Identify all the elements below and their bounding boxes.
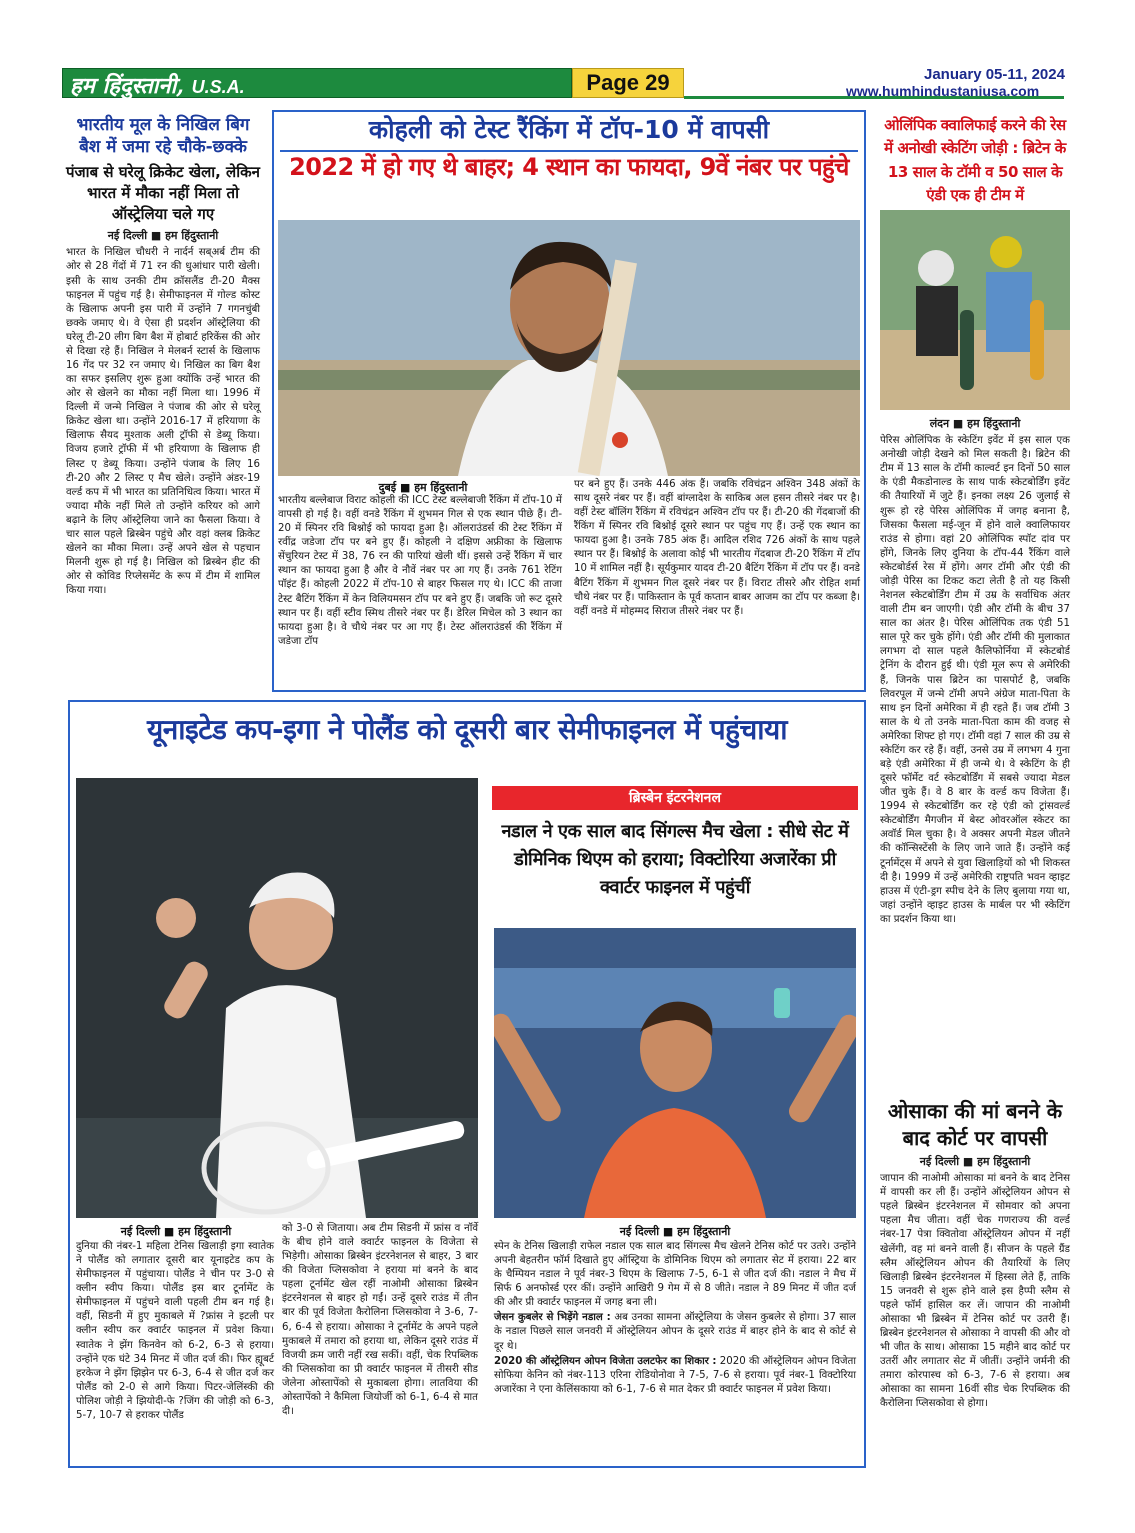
nadal-sub2-body: 2020 की ऑस्ट्रेलियन ओपन विजेता सोफिया केनिन को नंबर-113 एरिना रोडियोनोवा ने 7-5, 7-6 से हराया। पूर्व नंबर-1 विक्टोरिया अजारेंका ने एना केलिंसकाया को 6-1, 7-6 से मात देकर प्री क्वार्टर फाइनल में प्रवेश किया। [494,1355,856,1395]
page-header [0,0,1135,100]
nadal-photo-graphic [494,928,856,1218]
page-number: Page 29 [572,68,684,98]
kohli-body-right [574,478,860,620]
swiatek-photo-graphic [76,778,478,1218]
kohli-photo-graphic [278,220,860,476]
nadal-section-tag: ब्रिस्बेन इंटरनेशनल [492,786,858,810]
kohli-body-left [278,494,562,650]
unitedcup-body-right-text: को 3-0 से जिताया। अब टीम सिडनी में फ्रांस व नॉर्वे के बीच होने वाले क्वार्टर फाइनल के विजेता से भिड़ेगी। ओसाका ब्रिस्बेन इंटरनेशनल से बाहर, 3 बार की विजेता प्लिसकोवा ने हराया मां बनने के बाद पहला टूर्नामेंट खेल रहीं नाओमी ओसाका ब्रिस्बेन इंटरनेशनल से बाहर हो गईं। उन्हें दूसरे राउंड में तीन बार की पूर्व विजेता कैरोलिना प्लिसकोवा ने 3-6, 7-6, 6-4 से हराया। ओसाका ने टूर्नामेंट के अपने पहले मुकाबले में तमारा को हराया था, लेकिन दूसरे राउंड में विजयी क्रम जारी नहीं रख सकीं। वहीं, चेक रिपब्लिक की प्लिसकोवा का प्री क्वार्टर फाइनल में तीसरी सीड जेलेना ओस्तापेंको से मुकाबला होगा। लातविया की ओस्तापेंको ने कैमिला जियोर्जी को 6-1, 6-4 से मात दी। [282,1223,478,1418]
nikhil-body: भारत के निखिल चौधरी ने नार्दर्न सब्अर्ब टीम की ओर से 28 गेंदों में 71 रन की धुआंधार पारी खेली। इसी के साथ उनकी टीम क्रॉसलैंड टी-20 मैक्स फाइनल में पहुंच गई है। सेमीफाइनल में गोल्ड कोस्ट के खिलाफ अपनी इस पारी में उन्होंने 7 गगनचुंबी छक्के जमाए थे। वे ऐसा ही प्रदर्शन ऑस्ट्रेलिया की घरेलू टी-20 लीग बिग बैश में होबार्ट हरिकेंस की ओर से दिखा रहे हैं। निखिल ने मेलबर्न स्टार्स के खिलाफ 16 गेंद पर 32 रन जमाए थे। निखिल का बिग बैश का सफर इसलिए शुरू हुआ क्योंकि उन्हें भारत की ओर से खेलने का मौका नहीं मिला था। 1996 में दिल्ली में जन्मे निखिल ने पंजाब की ओर से घरेलू क्रिकेट खेला था। उन्होंने 2016-17 में हरियाणा के खिलाफ सैयद मुश्ताक अली ट्रॉफी से डेब्यू किया। विजय हजारे ट्रॉफी में भी हरियाणा के खिलाफ ही लिस्ट ए डेब्यू किया। उन्होंने पंजाब के लिए 16 टी-20 और 2 लिस्ट ए मैच खेले। उन्होंने अंडर-19 वर्ल्ड कप में भी भारत का प्रतिनिधित्व किया। भारत में ज्यादा मौके नहीं मिले तो उन्होंने करियर को आगे बढ़ाने के लिए ऑस्ट्रेलिया जाने का फैसला किया। वे चार साल पहले ब्रिस्बेन पहुंचे और वहां क्लब क्रिकेट खेलने का मौका मिला। उन्हें अपने खेल से पहचान मिलनी शुरू हो गई है। निखिल को ब्रिस्बेन हीट की ओर से कोविड रिप्लेसमेंट के रूप में टीम में शामिल किया गया। [66,247,260,597]
kohli-photo [278,220,860,476]
nadal-headline: नडाल ने एक साल बाद सिंगल्स मैच खेला : सीधे सेट में डोमिनिक थिएम को हराया; विक्टोरिया अजारेंका प्री क्वार्टर फाइनल में पहुंचीं [501,821,849,898]
unitedcup-dateline: नई दिल्ली ■ हम हिंदुस्तानी [120,1225,232,1238]
osaka-dateline: नई दिल्ली ■ हम हिंदुस्तानी [919,1155,1031,1168]
kohli-body-right-text: पर बने हुए हैं। उनके 446 अंक हैं। जबकि रविचंद्रन अश्विन 348 अंकों के साथ दूसरे नंबर पर हैं। वहीं बांग्लादेश के साकिब अल हसन तीसरे नंबर पर है। वहीं टेस्ट बॉलिंग रैंकिंग में रविचंद्रन अश्विन टॉप पर हैं। टी-20 की गेंदबाजों की रैंकिंग में स्पिनर रवि बिश्नोई दूसरे स्थान पर पहुंच गए हैं। उन्हें एक स्थान का फायदा हुआ है। उनके 785 अंक हैं। आदिल रशिद 726 अंकों के साथ पहले स्थान पर हैं। बिश्नोई के अलावा कोई भी भारतीय गेंदबाज टी-20 रैंकिंग में टॉप 10 में शामिल नहीं है। सूर्यकुमार यादव टी-20 बैटिंग रैंकिंग में टॉप पर हैं। वनडे बैटिंग रैंकिंग में शुभमन गिल दूसरे नंबर पर हैं। विराट तीसरे और रोहित शर्मा चौथे नंबर पर हैं। पाकिस्तान के पूर्व कप्तान बाबर आजम का टॉप पर कब्जा है। वहीं वनडे में मोहम्मद सिराज तीसरे नंबर पर हैं। [574,479,860,617]
nadal-dateline: नई दिल्ली ■ हम हिंदुस्तानी [619,1225,731,1238]
kohli-headline: कोहली को टेस्ट रैंकिंग में टॉप-10 में वापसी [280,114,858,152]
nikhil-article [66,114,260,599]
nadal-sub2-title: 2020 की ऑस्ट्रेलियन ओपन विजेता उलटफेर का शिकार : [494,1355,717,1367]
nikhil-headline: भारतीय मूल के निखिल बिग बैश में जमा रहे चौके-छक्के [76,115,250,158]
nadal-sub2 [494,1355,856,1397]
nikhil-dateline: नई दिल्ली ■ हम हिंदुस्तानी [107,229,219,243]
issue-date: January 05-11, 2024 [924,66,1065,83]
osaka-body: जापान की नाओमी ओसाका मां बनने के बाद टेनिस में वापसी कर ली हैं। उन्होंने ऑस्ट्रेलियन ओपन से पहले ब्रिस्बेन इंटरनेशनल में सोमवार को अपना पहला मैच जीता। वहीं चेक गणराज्य की वर्ल्ड नंबर-17 पेत्रा क्वितोवा ऑस्ट्रेलियन ओपन में नहीं खेलेंगी, वह मां बनने वाली हैं। सीजन के पहले ग्रैंड स्लैम ऑस्ट्रेलियन ओपन की तैयारियों के लिए खिलाड़ी ब्रिस्बेन इंटरनेशनल में हिस्सा लेते हैं, ताकि 15 जनवरी से शुरू होने वाले इस हैप्पी स्लैम से पहले फॉर्म हासिल कर लें। जापान की नाओमी ओसाका भी ब्रिस्बेन में टेनिस कोर्ट पर उतरी हैं। ब्रिस्बेन इंटरनेशनल से ओसाका ने वापसी की और वो भी जीत के साथ। ओसाका 15 महीने बाद कोर्ट पर उतरीं और लगातार सेट में जीतीं। उन्होंने जर्मनी की तमारा कोरपास्च को 6-3, 7-6 से हराया। अब ओसाका का सामना 16वीं सीड चेक रिपब्लिक की कैरोलिना प्लिसकोवा से होगा। [880,1173,1070,1410]
unitedcup-body-left-text: दुनिया की नंबर-1 महिला टेनिस खिलाड़ी इगा स्वातेक ने पोलैंड को लगातार दूसरी बार यूनाइटेड कप के सेमीफाइनल में पहुंचाया। पोलैंड ने चीन पर 3-0 से क्लीन स्वीप किया। पोलैंड इस बार टूर्नामेंट के सेमीफाइनल में पहुंचने वाली पहली टीम बन गई है। वहीं, सिडनी में हुए मुकाबले में ?फ्रांस ने इटली पर क्लीन स्वीप कर क्वार्टर फाइनल में प्रवेश किया। स्वातेक ने झेंग किनवेन को 6-2, 6-3 से हराया। उन्होंने एक घंटे 34 मिनट में जीत दर्ज की। फिर ह्यूबर्ट हरकेज ने झेंग झिझेन पर 6-3, 6-4 से जीत दर्ज कर पोलैंड को 2-0 से आगे किया। पिटर-जेलिंस्की की पोलिश जोड़ी ने झियोदी-फे ?जिंग की जोड़ी को 6-3, 5-7, 10-7 से हराकर पोलैंड [76,1241,274,1421]
website-link[interactable]: www.humhindustaniusa.com [846,83,1040,99]
kohli-subhead: 2022 में हो गए थे बाहर; 4 स्थान का फायदा, 9वें नंबर पर पहुंचे [289,153,849,181]
nikhil-subhead: पंजाब से घरेलू क्रिकेट खेला, लेकिन भारत में मौका नहीं मिला तो ऑस्ट्रेलिया चले गए [66,163,260,224]
kohli-dateline: दुबई ■ हम हिंदुस्तानी [378,481,468,494]
nadal-sub1-body: अब उनका सामना ऑस्ट्रेलिया के जेसन कुबलेर से होगा। 37 साल के नडाल पिछले साल जनवरी में ऑस्ट्रेलियन ओपन के दूसरे राउंड में बाहर होने के बाद से कोर्ट से दूर थे। [494,1312,856,1352]
nadal-body: स्पेन के टेनिस खिलाड़ी राफेल नडाल एक साल बाद सिंगल्स मैच खेलने टेनिस कोर्ट पर उतरे। उन्होंने अपनी बेहतरीन फॉर्म दिखाते हुए ऑस्ट्रिया के डोमिनिक थिएम को लगातार सेट में हराया। 22 बार के चैम्पियन नडाल ने पूर्व नंबर-3 थिएम के खिलाफ 7-5, 6-1 से जीत दर्ज की। नडाल ने मैच में सिर्फ 6 अनफोर्स्ड एरर कीं। उन्होंने आखिरी 9 गेम में से 8 जीते। नडाल ने 89 मिनट में जीत दर्ज की और प्री क्वार्टर फाइनल में जगह बना ली। [494,1241,856,1309]
skate-article [880,414,1070,928]
skate-dateline: लंदन ■ हम हिंदुस्तानी [929,417,1021,430]
nadal-article [494,1240,856,1398]
skate-headline: ओलिंपिक क्वालिफाई करने की रेस में अनोखी स्केटिंग जोड़ी : ब्रिटेन के 13 साल के टॉमी व 50 साल के एंडी एक ही टीम में [884,116,1066,204]
osaka-article [880,1098,1070,1413]
masthead-title [70,70,245,100]
swiatek-photo [76,778,478,1218]
masthead-main: हम हिंदुस्तानी, [70,73,184,99]
unitedcup-headline: यूनाइटेड कप-इगा ने पोलैंड को दूसरी बार सेमीफाइनल में पहुंचाया [146,713,788,746]
skate-photo-graphic [880,210,1070,410]
skate-photo [880,210,1070,410]
skate-body: पेरिस ओलिंपिक के स्केटिंग इवेंट में इस साल एक अनोखी जोड़ी देखने को मिल सकती है। ब्रिटेन की टीम में 13 साल के टॉमी काल्वर्ट इन दिनों 50 साल के एंडी मैकडोनाल्ड के साथ पार्क स्केटबोर्डिंग इवेंट की तैयारियों में जुटे हैं। इनका लक्ष्य 26 जुलाई से शुरू हो रहे पेरिस ओलिंपिक में जगह बनाना है, जिसका फैसला मई-जून में होने वाले क्वालिफायर राउंड से होगा। वहां 20 ओलिंपिक स्पॉट दांव पर होंगे, जिनके लिए दुनिया के टॉप-44 रैंकिंग वाले स्केटबोर्डर्स रेस में होंगे। अगर टॉमी और एंडी की जोड़ी पेरिस का टिकट कटा लेती है तो यह किसी नेशनल स्केटबोर्डिंग टीम में उम्र के सर्वाधिक अंतर वाली टीम बन जाएगी। एंडी और टॉमी के बीच 37 साल का अंतर है। पेरिस ओलिंपिक तक एंडी 51 साल पूरे कर चुके होंगे। एंडी और टॉमी की मुलाकात लगभग दो साल पहले कैलिफोर्निया में स्केटबोर्ड ट्रेनिंग के दौरान हुई थी। एंडी मूल रूप से अमेरिकी हैं, जिनके पास ब्रिटेन का पासपोर्ट है, जबकि लिवरपूल में जन्मे टॉमी अपने अंग्रेज माता-पिता के साथ इन दिनों अमेरिका में ही रहते हैं। जब टॉमी 3 साल के थे तो उनके माता-पिता काम की वजह से अमेरिका शिफ्ट हो गए। टॉमी वहां 7 साल की उम्र से स्केटिंग कर रहे हैं। वहीं, उनसे उम्र में लगभग 4 गुना बड़े एंडी अमेरिका में ही जन्मे थे। वे स्केटिंग के ही दूसरे फॉर्मेट वर्ट स्केटबोर्डिंग में सबसे ज्यादा मेडल जीत चुके हैं। वे 8 बार के वर्ल्ड कप विजेता हैं। 1994 से स्केटबोर्डिंग कर रहे एंडी को ट्रांसवर्ल्ड स्केटबोर्डिंग मैगजीन में बेस्ट ओवरऑल स्केटर का अवॉर्ड मिल चुका है। वे अक्सर अपनी मेडल जीतने की कॉन्सिस्टेंसी के लिए जाने जाते हैं। उन्होंने कई टूर्नामेंट्स में अपने से युवा खिलाड़ियों को भी शिकस्त दी है। 1999 में उन्हें अमेरिकी राष्ट्रपति भवन व्हाइट हाउस में एंटी-ड्रग स्पीच देने के लिए बुलाया गया था, जहां उन्होंने व्हाइट हाउस के मार्बल पर भी स्केटिंग का प्रदर्शन किया था। [880,435,1070,925]
unitedcup-body-left [76,1240,274,1424]
nadal-sub1-title: जेसन कुबलेर से भिड़ेंगे नडाल : [494,1312,611,1324]
kohli-body-left-text: भारतीय बल्लेबाज विराट कोहली की ICC टेस्ट बल्लेबाजी रैंकिंग में टॉप-10 में वापसी हो गई है। वहीं वनडे रैंकिंग में शुभमन गिल से एक स्थान पीछे हैं। टी- 20 में स्पिनर रवि बिश्नोई को फायदा हुआ है। ऑलराउंडर्स की टेस्ट रैंकिंग में रवींद्र जडेजा टॉप पर बने हुए हैं। कोहली ने दक्षिण अफ्रीका के खिलाफ सेंचुरियन टेस्ट में 38, 76 रन की पारियां खेली थीं। इससे उन्हें रैंकिंग में चार स्थान का फायदा हुआ है और वे नौवें नंबर पर आ गए हैं। उनके 761 रेटिंग पॉइंट हैं। कोहली 2022 में टॉप-10 से बाहर फिसल गए थे। ICC की ताजा टेस्ट बैटिंग रैंकिंग में केन विलियमसन टॉप पर बने हुए हैं। जबकि जो रूट दूसरे स्थान पर हैं। वहीं स्टीव स्मिथ तीसरे नंबर पर हैं। डेरिल मिचेल को 3 स्थान का फायदा हुआ है। वे चौथे नंबर पर आ गए हैं। टेस्ट ऑलराउंडर्स की रैंकिंग में जडेजा टॉप [278,495,562,647]
nadal-photo [494,928,856,1218]
osaka-headline: ओसाका की मां बनने के बाद कोर्ट पर वापसी [887,1099,1063,1150]
nadal-sub1 [494,1311,856,1353]
masthead-usa: U.S.A. [191,77,245,97]
unitedcup-body-right [282,1222,478,1420]
